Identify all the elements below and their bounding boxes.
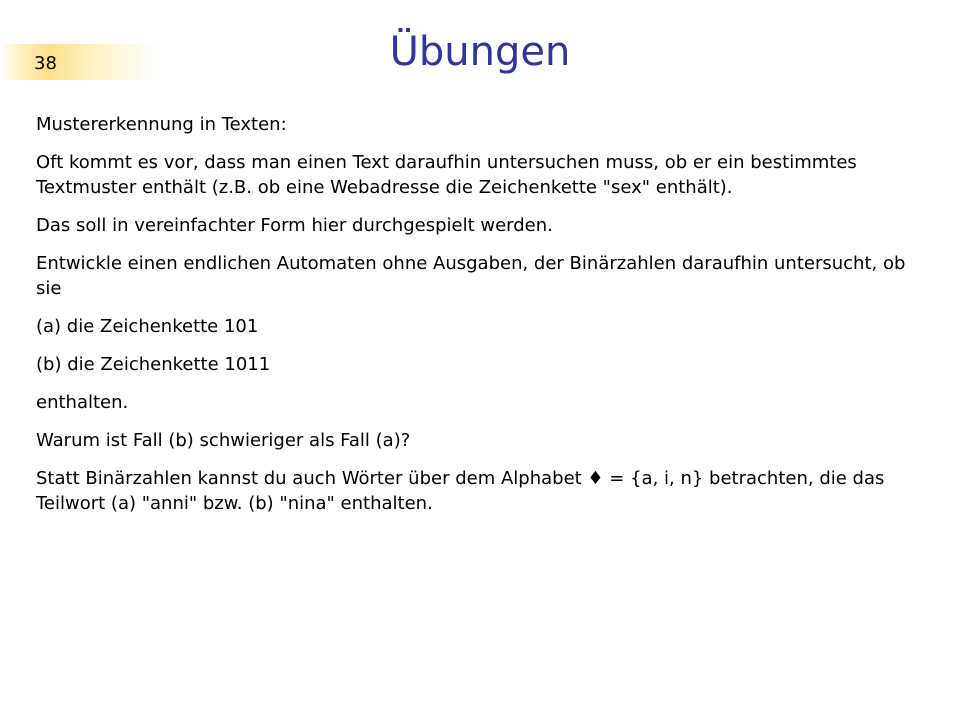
page-number: 38	[34, 53, 57, 74]
alphabet-symbol: ♦	[587, 468, 604, 489]
paragraph-question: Warum ist Fall (b) schwieriger als Fall (a)?	[36, 430, 411, 451]
alphabet-text-before: Statt Binärzahlen kannst du auch Wörter über dem Alphabet	[36, 468, 588, 489]
paragraph-intro: Oft kommt es vor, dass man einen Text daraufhin untersuchen muss, ob er ein bestimmtes Textmuster enthält (z.B. ob eine Webadresse die Zeichenkette "sex" enthält).	[36, 152, 857, 198]
paragraph-heading: Mustererkennung in Texten:	[36, 114, 287, 135]
alphabet-text-after: = {a, i, n} betrachten, die das Teilwort (a) "anni" bzw. (b) "nina" enthalten.	[36, 468, 885, 514]
slide-title: Übungen	[389, 29, 571, 75]
task-option-b: (b) die Zeichenkette 1011	[36, 354, 271, 375]
paragraph-alphabet	[36, 466, 924, 516]
slide-body	[36, 112, 924, 529]
task-option-a: (a) die Zeichenkette 101	[36, 316, 259, 337]
paragraph-simplified: Das soll in vereinfachter Form hier durchgespielt werden.	[36, 215, 553, 236]
paragraph-contain: enthalten.	[36, 392, 129, 413]
paragraph-task: Entwickle einen endlichen Automaten ohne Ausgaben, der Binärzahlen daraufhin untersucht, ob sie	[36, 253, 906, 299]
